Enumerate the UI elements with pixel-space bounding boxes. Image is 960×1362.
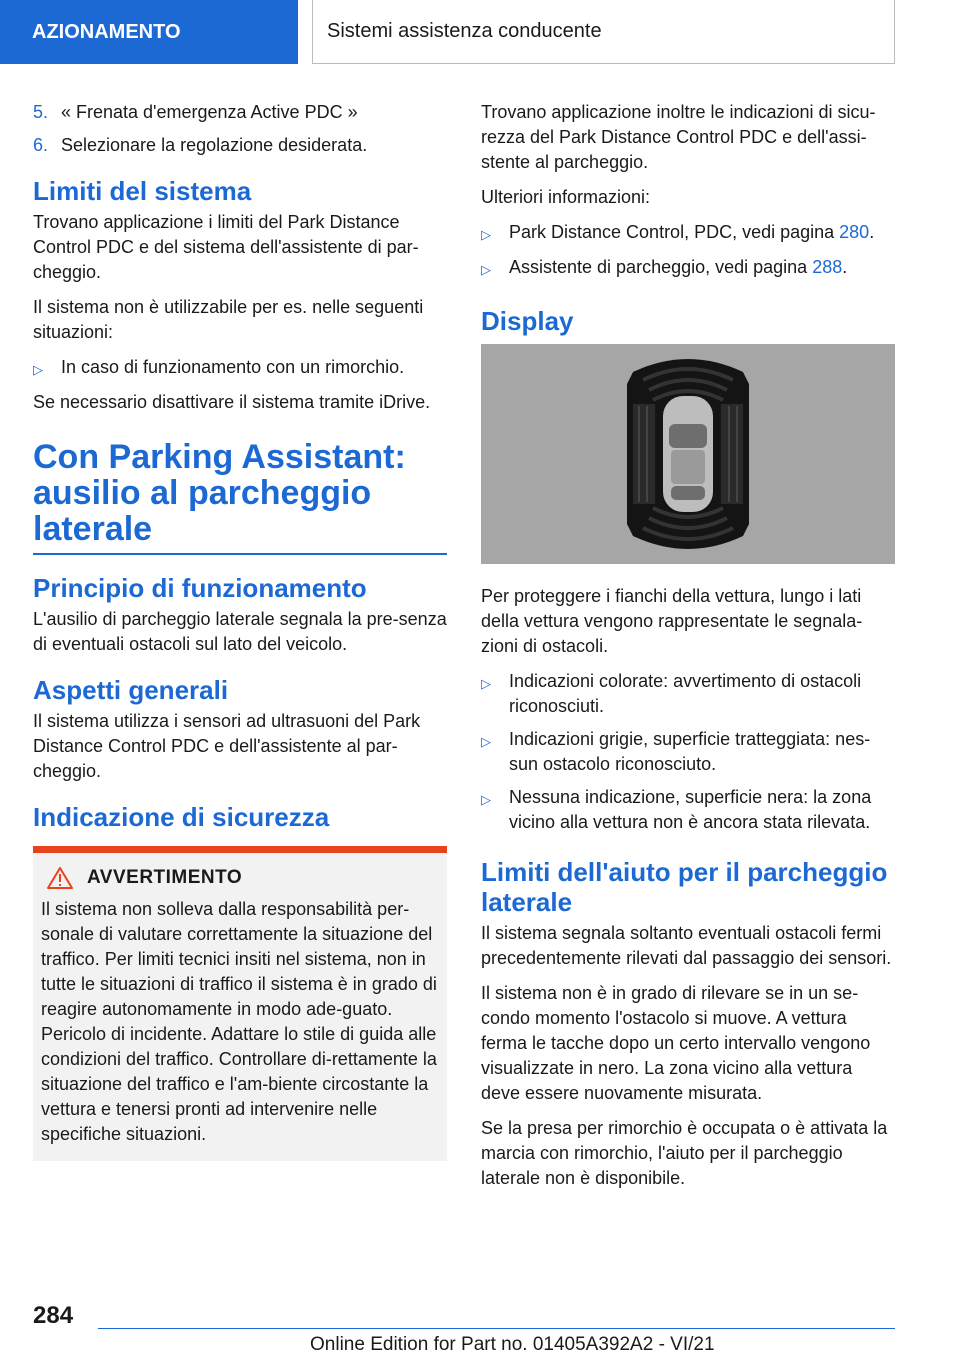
intro-paragraph: Trovano applicazione inoltre le indicazioni di sicu-rezza del Park Distance Control PDC e dell'assi-stente al parcheggio. <box>481 102 876 172</box>
header-section-label: AZIONAMENTO <box>32 20 181 43</box>
triangle-bullet-icon: ▷ <box>33 362 43 377</box>
principle-heading: Principio di funzionamento <box>33 573 367 603</box>
display-heading: Display <box>481 306 574 336</box>
step-item <box>33 133 447 158</box>
limits-paragraph: Il sistema non è utilizzabile per es. nelle seguenti situazioni: <box>33 297 424 342</box>
page-link[interactable]: 280 <box>839 222 870 242</box>
limits-paragraph: Se necessario disattivare il sistema tramite iDrive. <box>33 392 431 412</box>
bullet-text: Indicazioni grigie, superficie tratteggiata: nes-sun ostacolo riconosciuto. <box>509 729 871 774</box>
triangle-bullet-icon: ▷ <box>481 227 491 242</box>
warning-header <box>41 867 439 889</box>
bullet-item <box>481 669 895 719</box>
link-suffix: . <box>842 257 848 277</box>
link-prefix: Park Distance Control, PDC, vedi pagina <box>509 222 840 242</box>
header-section-tab <box>0 0 298 64</box>
link-suffix: . <box>869 222 875 242</box>
step-item <box>33 100 447 125</box>
bullet-item <box>33 355 447 382</box>
limits2-heading: Limiti dell'aiuto per il parcheggio laterale <box>481 857 888 917</box>
display-paragraph: Per proteggere i fianchi della vettura, lungo i lati della vettura vengono rappresentate le segnala-zioni di ostacoli. <box>481 586 863 656</box>
intro-paragraph: Ulteriori informazioni: <box>481 187 651 207</box>
page-number: 284 <box>33 1302 74 1329</box>
bullet-text <box>509 220 874 247</box>
limits2-paragraph: Se la presa per rimorchio è occupata o è attivata la marcia con rimorchio, l'aiuto per il parcheggio laterale non è disponibile. <box>481 1118 888 1188</box>
footer-edition: Online Edition for Part no. 01405A392A2 - VI/21 <box>310 1334 715 1355</box>
step-number: 6. <box>33 135 49 155</box>
limits-paragraph: Trovano applicazione i limiti del Park Distance Control PDC e del sistema dell'assistente di par-cheggio. <box>33 212 419 282</box>
general-paragraph: Il sistema utilizza i sensori ad ultrasuoni del Park Distance Control PDC e dell'assistente al par-cheggio. <box>33 711 421 781</box>
bullet-text <box>509 255 847 282</box>
principle-paragraph: L'ausilio di parcheggio laterale segnala la pre-senza di eventuali ostacoli sul lato del veicolo. <box>33 609 447 654</box>
parking-display-image <box>481 344 895 564</box>
step-number: 5. <box>33 102 49 122</box>
bullet-text: Nessuna indicazione, superficie nera: la zona vicino alla vettura non è ancora stata rilevata. <box>509 787 872 832</box>
limits2-paragraph: Il sistema segnala soltanto eventuali ostacoli fermi precedentemente rilevati dal passaggio dei sensori. <box>481 923 892 968</box>
triangle-bullet-icon: ▷ <box>481 262 491 277</box>
limits2-paragraph: Il sistema non è in grado di rilevare se in un se-condo momento l'ostacolo si muove. A vettura ferma le tacche dopo un certo intervallo vengono visualizzate in nero. La zona vicino alla vettura deve essere nuovamente misurata. <box>481 983 871 1103</box>
left-column <box>33 100 447 1161</box>
safety-heading: Indicazione di sicurezza <box>33 802 330 832</box>
general-heading: Aspetti generali <box>33 675 229 705</box>
triangle-bullet-icon: ▷ <box>481 734 491 749</box>
page-link[interactable]: 288 <box>812 257 843 277</box>
step-text: « Frenata d'emergenza Active PDC » <box>61 102 358 122</box>
bullet-item <box>481 255 895 282</box>
warning-text: Il sistema non solleva dalla responsabilità per-sonale di valutare correttamente la situazione del traffico. Per limiti tecnici insiti nel sistema, non in tutte le situazioni di traffico il sistema è in grado di reagire autonomamente in modo ade-guato. Pericolo di incidente. Adattare lo stile di guida alle condizioni del traffico. Controllare di-rettamente la situazione del traffico e l'am-biente circostante la vettura e tenersi pronti ad intervenire nelle specifiche situazioni. <box>41 899 437 1144</box>
header-chapter-tab <box>312 0 895 64</box>
step-text: Selezionare la regolazione desiderata. <box>61 135 368 155</box>
main-heading: Con Parking Assistant: ausilio al parcheggio laterale <box>33 438 406 548</box>
link-prefix: Assistente di parcheggio, vedi pagina <box>509 257 813 277</box>
limits-heading: Limiti del sistema <box>33 176 252 206</box>
bullet-item <box>481 220 895 247</box>
heading-rule <box>33 553 447 555</box>
warning-box <box>33 846 447 1161</box>
bullet-item <box>481 785 895 835</box>
bullet-item <box>481 727 895 777</box>
triangle-bullet-icon: ▷ <box>481 792 491 807</box>
bullet-text: Indicazioni colorate: avvertimento di ostacoli riconosciuti. <box>509 671 862 716</box>
warning-title: AVVERTIMENTO <box>87 867 243 888</box>
header-chapter-label: Sistemi assistenza conducente <box>327 20 602 42</box>
warning-triangle-icon <box>47 867 73 889</box>
triangle-bullet-icon: ▷ <box>481 676 491 691</box>
bullet-text: In caso di funzionamento con un rimorchio. <box>61 357 405 377</box>
right-column <box>481 100 895 1201</box>
footer-rule <box>98 1328 895 1329</box>
